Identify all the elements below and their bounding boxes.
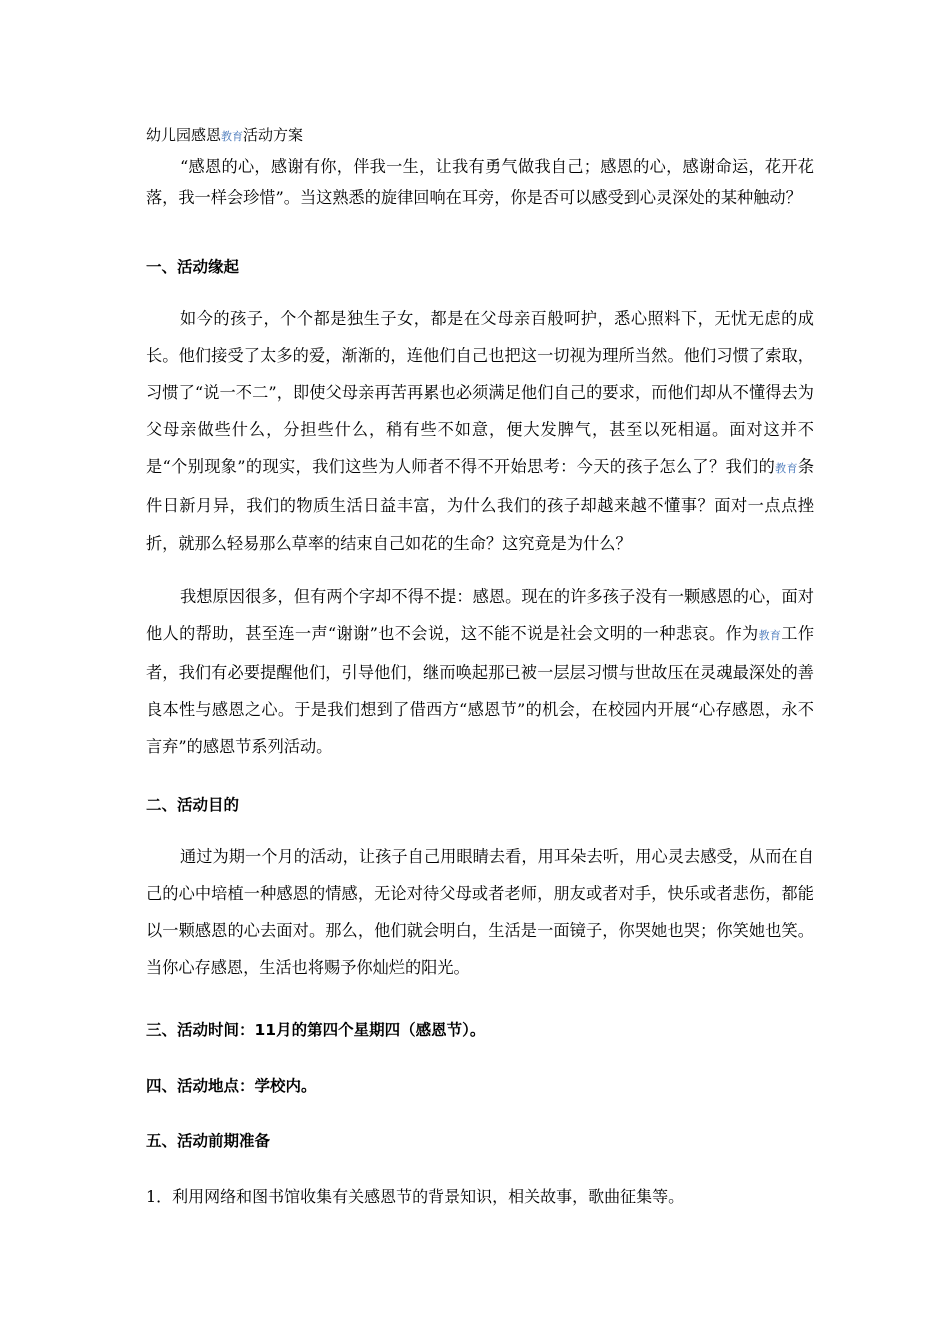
reason-education-link[interactable]: 教育 <box>758 629 782 643</box>
origin-education-link[interactable]: 教育 <box>775 462 798 476</box>
section-heading-location: 四、活动地点：学校内。 <box>146 1077 317 1095</box>
title-text-start: 幼儿园感恩 <box>146 126 222 144</box>
document-title <box>146 125 303 147</box>
title-text-end: 活动方案 <box>243 126 304 144</box>
title-education-link[interactable]: 教育 <box>221 130 244 143</box>
section-heading-origin: 一、活动缘起 <box>146 258 240 276</box>
reason-paragraph <box>146 578 814 765</box>
reason-text-start: 我想原因很多，但有两个字却不得不提：感恩。现在的许多孩子没有一颗感恩的心，面对他人的帮助，甚至连一声“谢谢”也不会说，这不能不说是社会文明的一种悲哀。作为 <box>146 587 814 644</box>
intro-paragraph: “感恩的心，感谢有你，伴我一生，让我有勇气做我自己；感恩的心，感谢命运，花开花落，我一样会珍惜”。当这熟悉的旋律回响在耳旁，你是否可以感受到心灵深处的某种触动？ <box>146 157 814 207</box>
purpose-paragraph: 通过为期一个月的活动，让孩子自己用眼睛去看，用耳朵去听，用心灵去感受，从而在自己的心中培植一种感恩的情感，无论对待父母或者老师，朋友或者对手，快乐或者悲伤，都能以一颗感恩的心去面对。那么，他们就会明白，生活是一面镜子，你哭她也哭；你笑她也笑。当你心存感恩，生活也将赐予你灿烂的阳光。 <box>146 847 814 978</box>
origin-text-end: 条件日新月异，我们的物质生活日益丰富，为什么我们的孩子却越来越不懂事？面对一点点挫折，就那么轻易那么草率的结束自己如花的生命？这究竟是为什么？ <box>146 457 814 553</box>
origin-text-start: 如今的孩子，个个都是独生子女，都是在父母亲百般呵护，悉心照料下，无忧无虑的成长。他们接受了太多的爱，渐渐的，连他们自己也把这一切视为理所当然。他们习惯了索取，习惯了“说一不二”，即使父母亲再苦再累也必须满足他们自己的要求，而他们却从不懂得去为父母亲做些什么，分担些什么，稍有些不如意，便大发脾气，甚至以死相逼。面对这并不是“个别现象”的现实，我们这些为人师者不得不开始思考：今天的孩子怎么了？我们的 <box>146 309 814 477</box>
preparation-item-1: 1．利用网络和图书馆收集有关感恩节的背景知识，相关故事，歌曲征集等。 <box>146 1187 685 1206</box>
section-heading-time: 三、活动时间：11月的第四个星期四（感恩节）。 <box>146 1021 486 1039</box>
reason-text-end: 工作者，我们有必要提醒他们，引导他们，继而唤起那已被一层层习惯与世故压在灵魂最深处的善良本性与感恩之心。于是我们想到了借西方“感恩节”的机会，在校园内开展“心存感恩，永不言弃”的感恩节系列活动。 <box>146 624 815 757</box>
section-heading-preparation: 五、活动前期准备 <box>146 1132 271 1150</box>
section-heading-purpose: 二、活动目的 <box>146 796 240 814</box>
origin-paragraph <box>146 300 814 562</box>
